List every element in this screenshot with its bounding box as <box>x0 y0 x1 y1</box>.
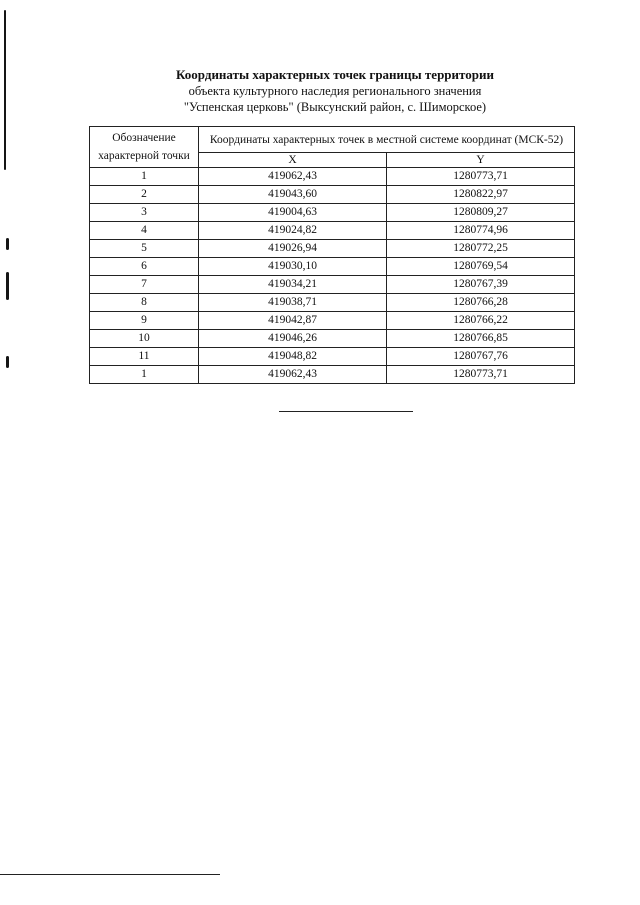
table-row <box>90 240 575 258</box>
table-row <box>90 366 575 384</box>
point-cell: 2 <box>90 186 199 204</box>
x-column-header: X <box>199 153 387 168</box>
point-cell: 11 <box>90 348 199 366</box>
point-cell: 3 <box>90 204 199 222</box>
x-coordinate-cell: 419042,87 <box>199 312 387 330</box>
y-column-header: Y <box>387 153 575 168</box>
point-cell: 6 <box>90 258 199 276</box>
table-row <box>90 348 575 366</box>
y-coordinate-cell: 1280769,54 <box>387 258 575 276</box>
y-coordinate-cell: 1280772,25 <box>387 240 575 258</box>
coordinate-system-header: Координаты характерных точек в местной системе координат (МСК-52) <box>199 127 575 153</box>
y-coordinate-cell: 1280773,71 <box>387 366 575 384</box>
table-row <box>90 204 575 222</box>
y-coordinate-cell: 1280766,85 <box>387 330 575 348</box>
y-coordinate-cell: 1280774,96 <box>387 222 575 240</box>
y-coordinate-cell: 1280766,22 <box>387 312 575 330</box>
y-coordinate-cell: 1280822,97 <box>387 186 575 204</box>
end-of-document-line <box>279 411 413 412</box>
table-row <box>90 330 575 348</box>
y-coordinate-cell: 1280767,39 <box>387 276 575 294</box>
x-coordinate-cell: 419038,71 <box>199 294 387 312</box>
table-row <box>90 186 575 204</box>
x-coordinate-cell: 419024,82 <box>199 222 387 240</box>
scan-edge-mark <box>6 238 9 250</box>
table-row <box>90 168 575 186</box>
table-row <box>90 258 575 276</box>
point-cell: 10 <box>90 330 199 348</box>
point-cell: 4 <box>90 222 199 240</box>
point-cell: 1 <box>90 168 199 186</box>
x-coordinate-cell: 419046,26 <box>199 330 387 348</box>
y-coordinate-cell: 1280767,76 <box>387 348 575 366</box>
coordinates-table-body <box>90 168 575 384</box>
table-row <box>90 294 575 312</box>
point-cell: 8 <box>90 294 199 312</box>
document-subtitle-line-2: "Успенская церковь" (Выксунский район, с. Шиморское) <box>183 100 487 114</box>
point-cell: 7 <box>90 276 199 294</box>
x-coordinate-cell: 419026,94 <box>199 240 387 258</box>
y-coordinate-cell: 1280766,28 <box>387 294 575 312</box>
table-row <box>90 222 575 240</box>
point-cell: 5 <box>90 240 199 258</box>
x-coordinate-cell: 419034,21 <box>199 276 387 294</box>
x-coordinate-cell: 419062,43 <box>199 168 387 186</box>
y-coordinate-cell: 1280773,71 <box>387 168 575 186</box>
x-coordinate-cell: 419062,43 <box>199 366 387 384</box>
document-header <box>110 66 560 115</box>
point-cell: 9 <box>90 312 199 330</box>
x-coordinate-cell: 419030,10 <box>199 258 387 276</box>
scan-edge-mark <box>6 356 9 368</box>
document-title: Координаты характерных точек границы территории <box>176 67 494 82</box>
coordinates-table <box>89 126 575 384</box>
x-coordinate-cell: 419004,63 <box>199 204 387 222</box>
point-cell: 1 <box>90 366 199 384</box>
scan-edge-mark <box>4 10 6 170</box>
scan-edge-mark <box>6 272 9 300</box>
x-coordinate-cell: 419048,82 <box>199 348 387 366</box>
table-row <box>90 312 575 330</box>
point-designation-header: Обозначение характерной точки <box>90 127 199 168</box>
x-coordinate-cell: 419043,60 <box>199 186 387 204</box>
scan-bottom-rule <box>0 874 220 875</box>
table-row <box>90 276 575 294</box>
document-subtitle-line-1: объекта культурного наследия регионального значения <box>188 84 482 98</box>
y-coordinate-cell: 1280809,27 <box>387 204 575 222</box>
